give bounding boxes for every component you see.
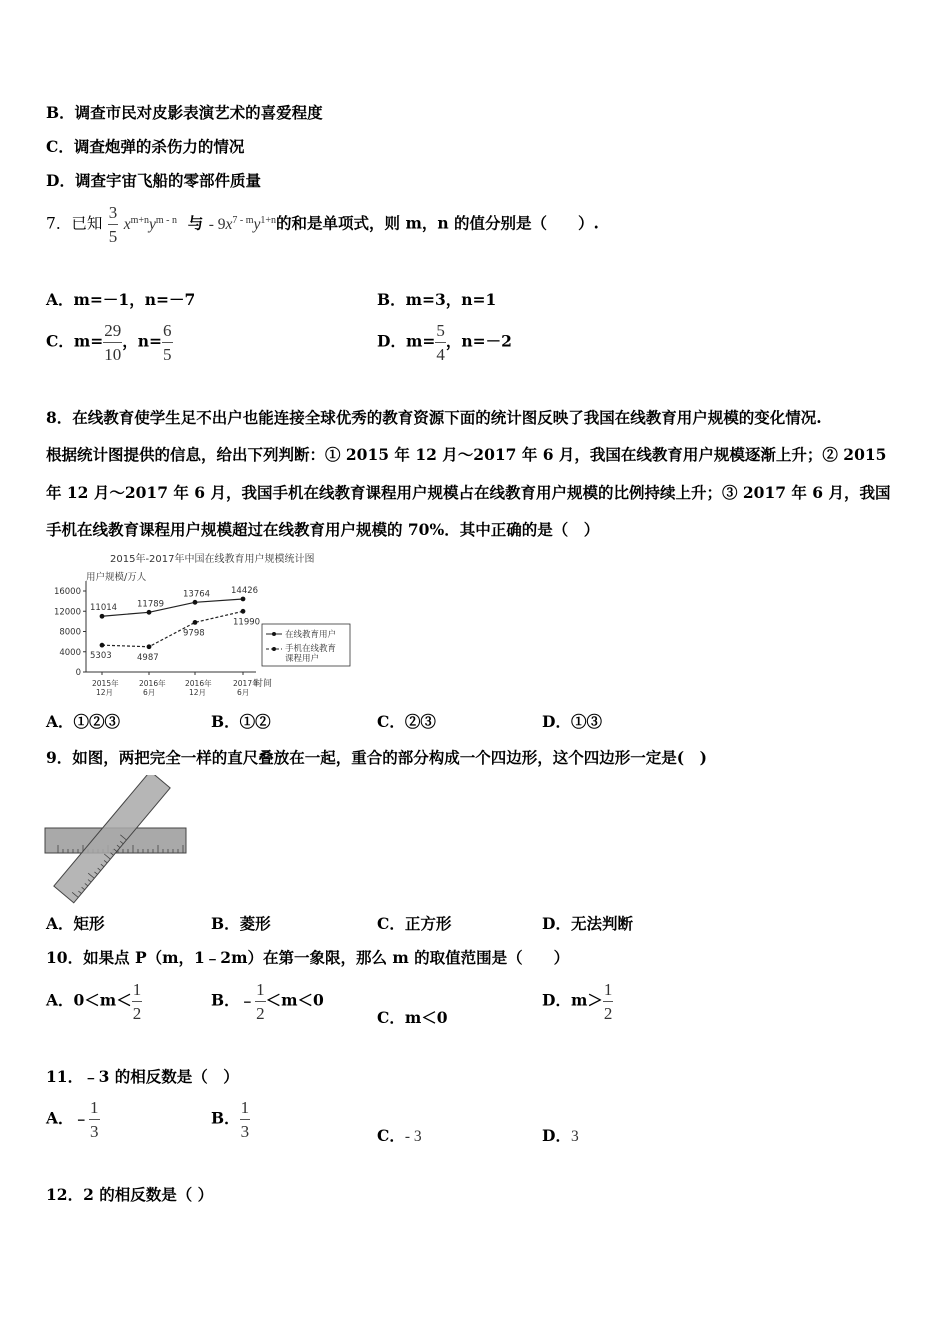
legend-label: 课程用户	[285, 654, 320, 664]
q11-option-a: A．﹣ $\frac{1}{3}$	[46, 1098, 99, 1141]
data-label: 9798	[183, 628, 205, 639]
data-label: 11014	[90, 603, 118, 614]
x-tick-label: 12月	[96, 688, 114, 697]
y-tick-label: 8000	[59, 627, 81, 638]
data-point	[147, 610, 152, 615]
q7-option-a: A．m=－1，n=－7	[46, 290, 196, 309]
chart-legend	[262, 624, 350, 666]
data-point	[100, 614, 105, 619]
q6-option-c: C．调查炮弹的杀伤力的情况	[46, 137, 245, 156]
legend-label: 手机在线教育	[285, 644, 337, 654]
y-tick-label: 16000	[53, 587, 81, 597]
data-label: 4987	[137, 652, 159, 663]
y-tick-label: 0	[75, 668, 81, 678]
rulers-figure	[44, 775, 190, 905]
q7-term1: $x^{m+n}y^{m - n}$	[123, 214, 177, 233]
q7-stem: 7．已知 $\frac{3}{5}$ $x^{m+n}y^{m - n}$ 与 - $9x^{7 - m}y^{1+n}$的和是单项式，则 m，n 的值分别是（ ）.	[46, 203, 599, 246]
q6-option-b: B．调查市民对皮影表演艺术的喜爱程度	[46, 103, 323, 122]
chart-x-ticks	[92, 672, 260, 697]
data-label: 13764	[183, 589, 211, 600]
legend-marker	[272, 647, 276, 651]
q8-line-4: 手机在线教育课程用户规模超过在线教育用户规模的 70%．其中正确的是（ ）	[46, 520, 600, 539]
q11-stem: 11．﹣3 的相反数是（ ）	[46, 1067, 239, 1086]
legend-label: 在线教育用户	[285, 630, 337, 640]
chart-xlabel: 时间	[254, 679, 273, 689]
chart-ylabel: 用户规模/万人	[86, 572, 147, 583]
q9-option-c: C．正方形	[377, 914, 452, 933]
q9-option-d: D．无法判断	[542, 914, 633, 933]
q11-option-c: C．- 3	[377, 1126, 422, 1145]
q6-option-d: D．调查宇宙飞船的零部件质量	[46, 171, 261, 190]
q7-option-b: B．m=3，n=1	[377, 290, 497, 309]
chart-series	[90, 586, 260, 663]
q11-option-d: D．3	[542, 1126, 579, 1145]
q7-fraction: $\frac{3}{5}$	[108, 203, 118, 246]
q10-option-d: D．m＞ $\frac{1}{2}$	[542, 980, 613, 1023]
series-line-1	[102, 599, 243, 616]
q8-line-3: 年 12 月～2017 年 6 月，我国手机在线教育课程用户规模占在线教育用户规模的比例持续上升；③ 2017 年 6 月，我国	[46, 483, 891, 502]
q8-option-a: A．①②③	[46, 712, 121, 731]
x-tick-label: 12月	[189, 688, 207, 697]
q8-option-d: D．①③	[542, 712, 602, 731]
q8-option-b: B．①②	[211, 712, 271, 731]
legend-marker	[272, 632, 276, 636]
x-tick-label: 2016年	[139, 679, 166, 688]
y-tick-label: 4000	[59, 647, 81, 658]
data-label: 14426	[231, 585, 259, 596]
data-label: 11990	[233, 617, 261, 628]
data-point	[193, 600, 198, 605]
x-tick-label: 2017年	[233, 679, 260, 688]
q10-option-b: B．﹣ $\frac{1}{2}$ ＜m＜0	[211, 980, 324, 1023]
q9-option-b: B．菱形	[211, 914, 271, 933]
q9-stem: 9．如图，两把完全一样的直尺叠放在一起，重合的部分构成一个四边形，这个四边形一定是( )	[46, 748, 707, 767]
data-point	[241, 609, 246, 614]
y-tick-label: 12000	[53, 607, 81, 618]
q12-stem: 12．2 的相反数是（ ）	[46, 1185, 214, 1204]
q10-option-c: C．m＜0	[377, 1008, 448, 1027]
q8-option-c: C．②③	[377, 712, 436, 731]
q8-line-1: 8．在线教育使学生足不出户也能连接全球优秀的教育资源下面的统计图反映了我国在线教育用户规模的变化情况.	[46, 408, 822, 427]
q7-term2: - $9x^{7 - m}y^{1+n}$	[208, 214, 277, 233]
data-point	[147, 644, 152, 649]
q8-line-2: 根据统计图提供的信息，给出下列判断：① 2015 年 12 月～2017 年 6 月，我国在线教育用户规模逐渐上升；② 2015	[46, 445, 887, 464]
chart-y-ticks	[54, 587, 86, 678]
data-label: 11789	[137, 599, 165, 610]
data-point	[100, 643, 105, 648]
x-tick-label: 6月	[237, 688, 250, 697]
x-tick-label: 6月	[143, 688, 156, 697]
online-education-chart	[46, 548, 366, 700]
x-tick-label: 2015年	[92, 679, 119, 688]
x-tick-label: 2016年	[185, 679, 212, 688]
data-point	[193, 620, 198, 625]
q7-option-d: D．m= $\frac{5}{4}$ ，n=－2	[377, 321, 512, 364]
q9-option-a: A．矩形	[46, 914, 105, 933]
q10-stem: 10．如果点 P（m，1﹣2m）在第一象限，那么 m 的取值范围是（ ）	[46, 948, 570, 967]
q10-option-a: A．0＜m＜ $\frac{1}{2}$	[46, 980, 142, 1023]
q7-option-c: C．m= $\frac{29}{10}$ ，n= $\frac{6}{5}$	[46, 321, 172, 364]
data-label: 5303	[90, 651, 112, 662]
chart-title: 2015年-2017年中国在线教育用户规模统计图	[110, 554, 315, 565]
series-line-2	[102, 611, 243, 646]
data-point	[241, 597, 246, 602]
q11-option-b: B． $\frac{1}{3}$	[211, 1098, 250, 1141]
